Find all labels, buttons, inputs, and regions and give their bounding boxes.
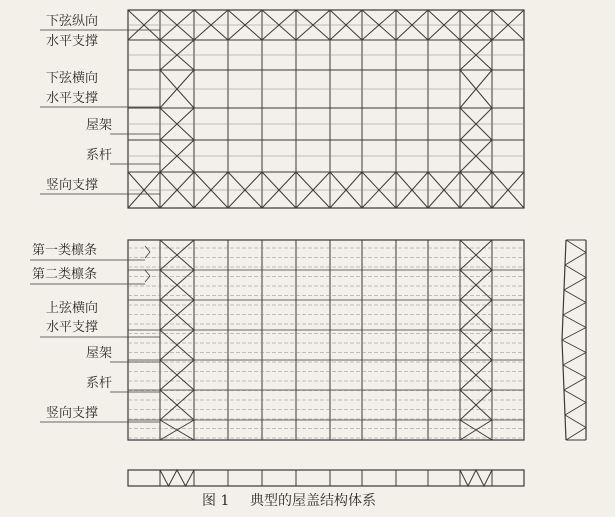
top-chord-bracing-plan (30, 240, 524, 440)
figure-title: 典型的屋盖结构体系 (250, 493, 376, 509)
truss-web-member (562, 340, 586, 353)
truss-web-member (563, 315, 586, 328)
truss-web-member (566, 240, 586, 253)
purlin-mark (145, 270, 150, 276)
truss-side-elevation (562, 240, 586, 440)
bottom-chord-transverse-bracing-label-line1: 下弦横向 (46, 71, 99, 86)
truss-web-member (563, 303, 586, 316)
purlin-type-2-label: 第二类檩条 (32, 267, 98, 282)
bottom-chord-longitudinal-bracing-label-line2: 水平支撑 (46, 34, 99, 49)
purlin-mark (145, 276, 150, 282)
truss-web-member (564, 290, 586, 303)
truss-web-member (565, 403, 586, 416)
truss-web-member (566, 428, 586, 441)
tie-bar-label-bottom: 系杆 (86, 376, 113, 391)
member-labels (32, 14, 376, 509)
bottom-chord-longitudinal-bracing-label-line1: 下弦纵向 (46, 14, 99, 29)
vertical-bracing-w (160, 470, 194, 486)
truss-web-member (562, 328, 586, 341)
purlin-mark (145, 252, 150, 258)
bottom-chord-transverse-bracing-label-line2: 水平支撑 (46, 91, 99, 106)
top-chord-transverse-bracing-label-line1: 上弦横向 (46, 301, 99, 316)
strip-frame (128, 470, 524, 486)
roof-truss-label-top: 屋架 (86, 118, 113, 133)
roof-truss-label-bottom: 屋架 (86, 346, 113, 361)
truss-web-member (565, 265, 586, 278)
bottom-chord-bracing-plan (40, 10, 524, 208)
truss-web-member (564, 390, 586, 403)
purlin-mark (145, 246, 150, 252)
truss-web-member (563, 365, 586, 378)
truss-web-member (564, 278, 586, 291)
truss-web-member (565, 415, 586, 428)
tie-bar-label-top: 系杆 (86, 148, 113, 163)
vertical-bracing-w (460, 470, 492, 486)
truss-web-member (564, 378, 586, 391)
top-chord-transverse-bracing-label-line2: 水平支撑 (46, 320, 99, 335)
vertical-bracing-label-top: 竖向支撑 (46, 178, 99, 193)
vertical-bracing-elevation-strip (128, 470, 524, 486)
vertical-bracing-label-bottom: 竖向支撑 (46, 406, 99, 421)
truss-web-member (563, 353, 586, 366)
truss-web-member (565, 253, 586, 266)
figure-number: 图 1 (202, 493, 230, 509)
purlin-type-1-label: 第一类檩条 (32, 243, 98, 258)
